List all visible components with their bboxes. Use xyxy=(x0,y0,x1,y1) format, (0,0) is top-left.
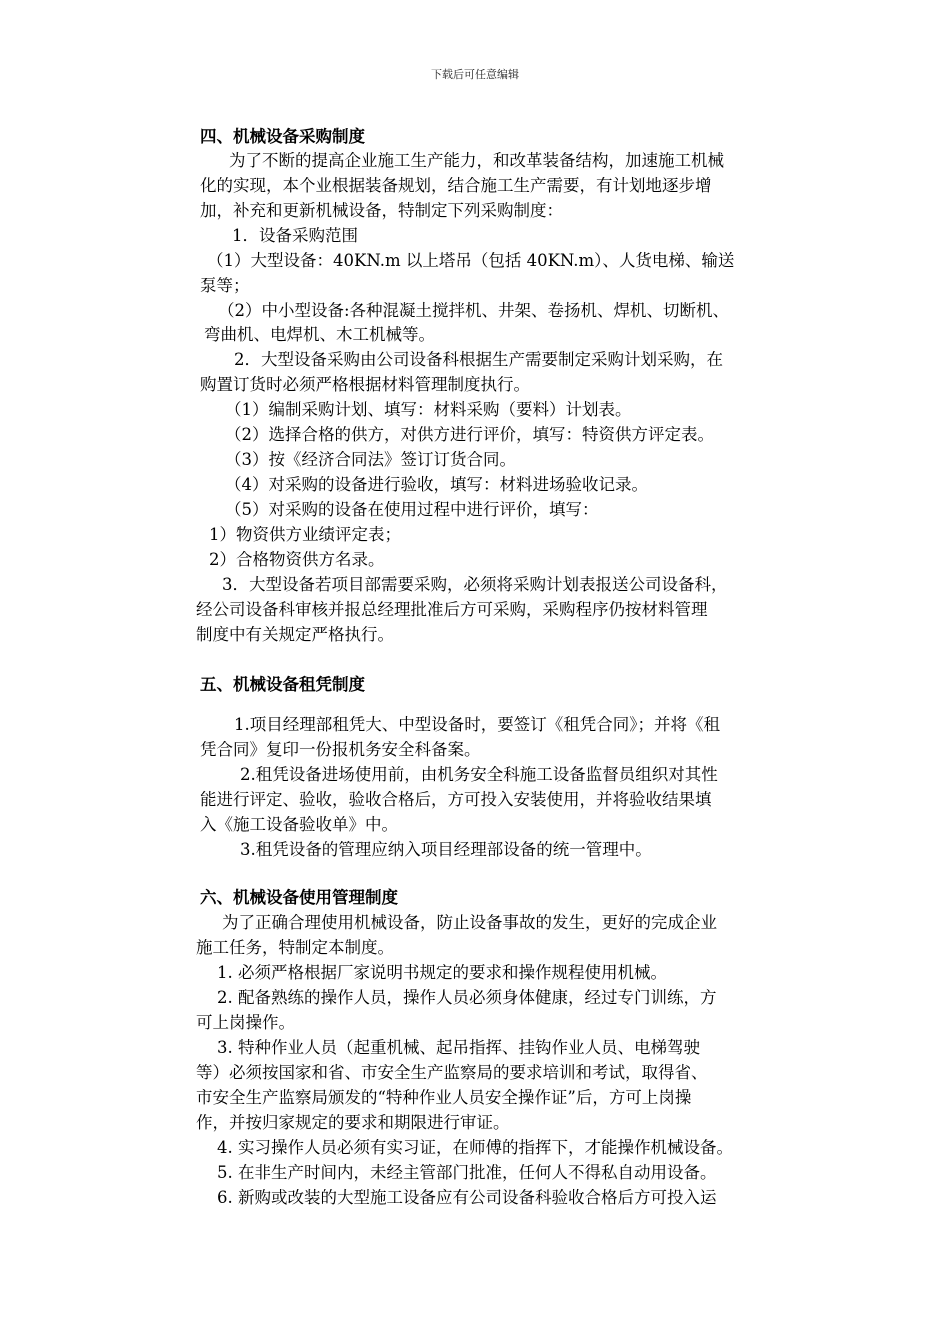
paragraph-line: 市安全生产监察局颁发的“特种作业人员安全操作证”后，方可上岗操 xyxy=(196,1088,692,1107)
paragraph-line: 化的实现，本个业根据装备规划，结合施工生产需要，有计划地逐步增 xyxy=(200,176,712,195)
paragraph-line: 购置订货时必须严格根据材料管理制度执行。 xyxy=(200,375,530,394)
paragraph-line: （1）大型设备：40KN.m 以上塔吊（包括 40KN.m）、人货电梯、输送 xyxy=(207,251,735,270)
paragraph-line: 入《施工设备验收单》中。 xyxy=(200,815,398,834)
paragraph-line: 制度中有关规定严格执行。 xyxy=(196,625,394,644)
section-6-title: 六、机械设备使用管理制度 xyxy=(200,888,398,907)
paragraph-line: 凭合同》复印一份报机务安全科备案。 xyxy=(200,740,481,759)
section-5-title: 五、机械设备租凭制度 xyxy=(200,675,365,694)
paragraph-line: 泵等； xyxy=(200,276,250,295)
paragraph-line: 3.租凭设备的管理应纳入项目经理部设备的统一管理中。 xyxy=(240,840,652,859)
paragraph-line: （2）选择合格的供方，对供方进行评价，填写：特资供方评定表。 xyxy=(225,425,714,444)
paragraph-line: （3）按《经济合同法》签订订货合同。 xyxy=(225,450,516,469)
paragraph-line: （1）编制采购计划、填写：材料采购（要料）计划表。 xyxy=(225,400,632,419)
paragraph-line: 为了不断的提高企业施工生产能力，和改革装备结构，加速施工机械 xyxy=(229,151,724,170)
paragraph-line: 1．设备采购范围 xyxy=(232,226,358,245)
paragraph-line: （5）对采购的设备在使用过程中进行评价，填写： xyxy=(225,500,599,519)
paragraph-line: 5. 在非生产时间内，未经主管部门批准，任何人不得私自动用设备。 xyxy=(217,1163,717,1182)
section-4-title: 四、机械设备采购制度 xyxy=(200,127,365,146)
paragraph-line: 3. 特种作业人员（起重机械、起吊指挥、挂钩作业人员、电梯驾驶 xyxy=(217,1038,700,1057)
paragraph-line: 6. 新购或改装的大型施工设备应有公司设备科验收合格后方可投入运 xyxy=(217,1188,717,1207)
page-header: 下载后可任意编辑 xyxy=(431,68,519,81)
paragraph-line: 能进行评定、验收，验收合格后，方可投入安装使用，并将验收结果填 xyxy=(200,790,712,809)
paragraph-line: 弯曲机、电焊机、木工机械等。 xyxy=(204,325,435,344)
paragraph-line: （2）中小型设备:各种混凝土搅拌机、井架、卷扬机、焊机、切断机、 xyxy=(218,301,730,320)
paragraph-line: 等）必须按国家和省、市安全生产监察局的要求培训和考试，取得省、 xyxy=(196,1063,708,1082)
paragraph-line: （4）对采购的设备进行验收，填写：材料进场验收记录。 xyxy=(225,475,648,494)
paragraph-line: 4. 实习操作人员必须有实习证，在师傅的指挥下，才能操作机械设备。 xyxy=(217,1138,733,1157)
paragraph-line: 为了正确合理使用机械设备，防止设备事故的发生，更好的完成企业 xyxy=(222,913,717,932)
paragraph-line: 1. 必须严格根据厂家说明书规定的要求和操作规程使用机械。 xyxy=(217,963,667,982)
paragraph-line: 加，补充和更新机械设备，特制定下列采购制度： xyxy=(200,201,563,220)
paragraph-line: 施工任务，特制定本制度。 xyxy=(196,938,394,957)
paragraph-line: 3．大型设备若项目部需要采购，必须将采购计划表报送公司设备科， xyxy=(222,575,728,594)
paragraph-line: 可上岗操作。 xyxy=(196,1013,295,1032)
paragraph-line: 1）物资供方业绩评定表； xyxy=(209,525,401,544)
paragraph-line: 经公司设备科审核并报总经理批准后方可采购，采购程序仍按材料管理 xyxy=(196,600,708,619)
paragraph-line: 2．大型设备采购由公司设备科根据生产需要制定采购计划采购，在 xyxy=(234,350,723,369)
paragraph-line: 2.租凭设备进场使用前，由机务安全科施工设备监督员组织对其性 xyxy=(240,765,718,784)
paragraph-line: 1.项目经理部租凭大、中型设备时，要签订《租凭合同》；并将《租 xyxy=(234,715,720,734)
paragraph-line: 作，并按归家规定的要求和期限进行审证。 xyxy=(196,1113,510,1132)
paragraph-line: 2. 配备熟练的操作人员，操作人员必须身体健康，经过专门训练，方 xyxy=(217,988,717,1007)
paragraph-line: 2）合格物资供方名录。 xyxy=(209,550,385,569)
